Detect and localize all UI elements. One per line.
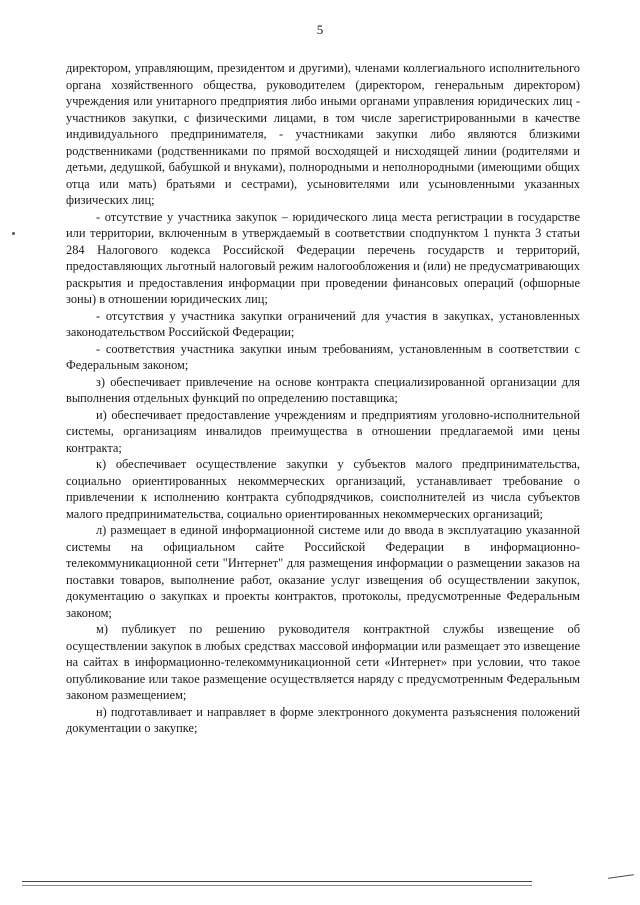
corner-scan-mark <box>608 874 634 879</box>
footer-rule-secondary <box>22 885 532 886</box>
paragraph-offshore-requirement: - отсутствие у участника закупок – юридического лица места регистрации в государстве или территории, включенным в утверждаемый в соответствии сподпунктом 1 пункта 3 статьи 284 Налогового кодекса Российской Федерации перечень государств и территорий, предоставляющих льготный налоговый режим налогообложения и (или) не предусматривающих раскрытия и предоставления информации при проведении финансовых операций (офшорные зоны) в отношении юридических лиц; <box>66 209 580 306</box>
paragraph-item-m: м) публикует по решению руководителя контрактной службы извещение об осуществлении закупок в любых средствах массовой информации или размещает это извещение на сайтах в информационно-телекоммуникационной сети «Интернет» при условии, что такое опубликование или такое размещение осуществляется наряду с предусмотренным Федеральным законом размещением; <box>66 622 580 702</box>
paragraph-other-requirements: - соответствия участника закупки иным требованиям, установленным в соответствии с Федеральным законом; <box>66 341 580 372</box>
page-number: 5 <box>316 22 324 37</box>
paragraph-item-k: к) обеспечивает осуществление закупки у субъектов малого предпринимательства, социально ориентированных некоммерческих организаций, устанавливает требование о привлечении к исполнению контракта субподрядчиков, соисполнителей из числа субъектов малого предпринимательства, социально ориентированных некоммерческих организаций; <box>66 457 580 521</box>
footer-rule <box>22 881 532 882</box>
paragraph-item-n: н) подготавливает и направляет в форме электронного документа разъяснения положений документации о закупке; <box>66 704 580 735</box>
document-body <box>66 60 580 737</box>
paragraph-no-restrictions: - отсутствия у участника закупки ограничений для участия в закупках, установленных законодательством Российской Федерации; <box>66 308 580 339</box>
paragraph-continuation: директором, управляющим, президентом и другими), членами коллегиального исполнительного органа хозяйственного общества, руководителем (директором, генеральным директором) учреждения или унитарного предприятия либо иными органами управления юридических лиц - участников закупки, с физическими лицами, в том числе зарегистрированными в качестве индивидуального предпринимателя, - участниками закупки либо являются близкими родственниками (родственниками по прямой восходящей и нисходящей линии (родителями и детьми, дедушкой, бабушкой и внуками), полнородными и неполнородными (имеющими общих отца или мать) братьями и сестрами), усыновителями или усыновленными указанных физических лиц; <box>66 61 580 207</box>
paragraph-item-i: и) обеспечивает предоставление учреждениям и предприятиям уголовно-исполнительной системы, организациям инвалидов преимущества в отношении предлагаемой ими цены контракта; <box>66 407 580 455</box>
scan-speck <box>12 232 15 235</box>
paragraph-item-z: з) обеспечивает привлечение на основе контракта специализированной организации для выполнения отдельных функций по определению поставщика; <box>66 374 580 405</box>
paragraph-item-l: л) размещает в единой информационной системе или до ввода в эксплуатацию указанной системы на официальном сайте Российской Федерации в информационно-телекоммуникационной сети "Интернет" для размещения информации о размещении заказов на поставки товаров, выполнение работ, оказание услуг извещения об осуществлении закупок, документацию о закупках и проекты контрактов, протоколы, предусмотренные Федеральным законом; <box>66 523 580 620</box>
